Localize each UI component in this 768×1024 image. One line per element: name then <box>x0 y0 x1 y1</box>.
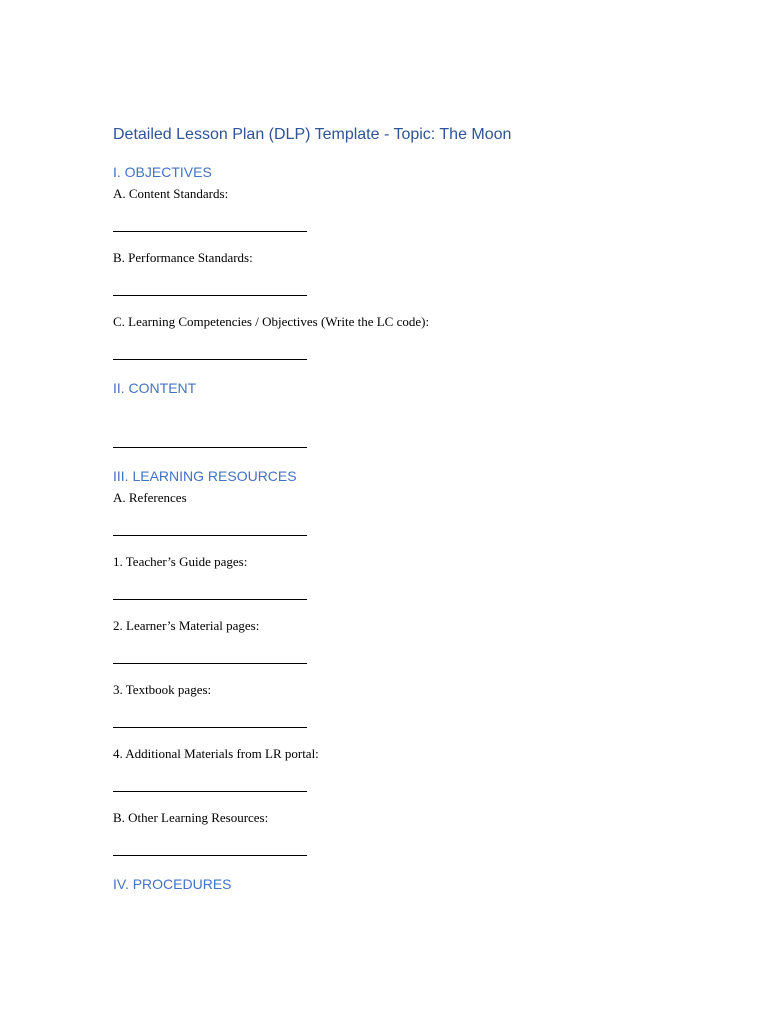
blank-line-content[interactable] <box>113 447 307 448</box>
blank-line-additional-materials[interactable] <box>113 791 307 792</box>
label-additional-materials: 4. Additional Materials from LR portal: <box>113 746 319 761</box>
blank-line-learners-material-pages[interactable] <box>113 663 307 664</box>
heading-content: II. CONTENT <box>113 380 197 396</box>
blank-line-performance-standards[interactable] <box>113 295 307 296</box>
label-teachers-guide-pages: 1. Teacher’s Guide pages: <box>113 554 248 569</box>
blank-line-teachers-guide-pages[interactable] <box>113 599 307 600</box>
blank-line-textbook-pages[interactable] <box>113 727 307 728</box>
label-learners-material-pages: 2. Learner’s Material pages: <box>113 618 260 633</box>
label-performance-standards: B. Performance Standards: <box>113 250 253 265</box>
label-other-learning-resources: B. Other Learning Resources: <box>113 810 269 825</box>
heading-learning-resources: III. LEARNING RESOURCES <box>113 468 297 484</box>
document-title: Detailed Lesson Plan (DLP) Template - Topic: The Moon <box>113 126 512 143</box>
heading-objectives: I. OBJECTIVES <box>113 164 212 180</box>
label-textbook-pages: 3. Textbook pages: <box>113 682 212 697</box>
document-page <box>113 0 713 1024</box>
blank-line-references[interactable] <box>113 535 307 536</box>
blank-line-learning-competencies[interactable] <box>113 359 307 360</box>
blank-line-other-learning-resources[interactable] <box>113 855 307 856</box>
label-references: A. References <box>113 490 187 505</box>
heading-procedures: IV. PROCEDURES <box>113 876 232 892</box>
label-content-standards: A. Content Standards: <box>113 186 229 201</box>
blank-line-content-standards[interactable] <box>113 231 307 232</box>
label-learning-competencies: C. Learning Competencies / Objectives (Write the LC code): <box>113 314 430 329</box>
